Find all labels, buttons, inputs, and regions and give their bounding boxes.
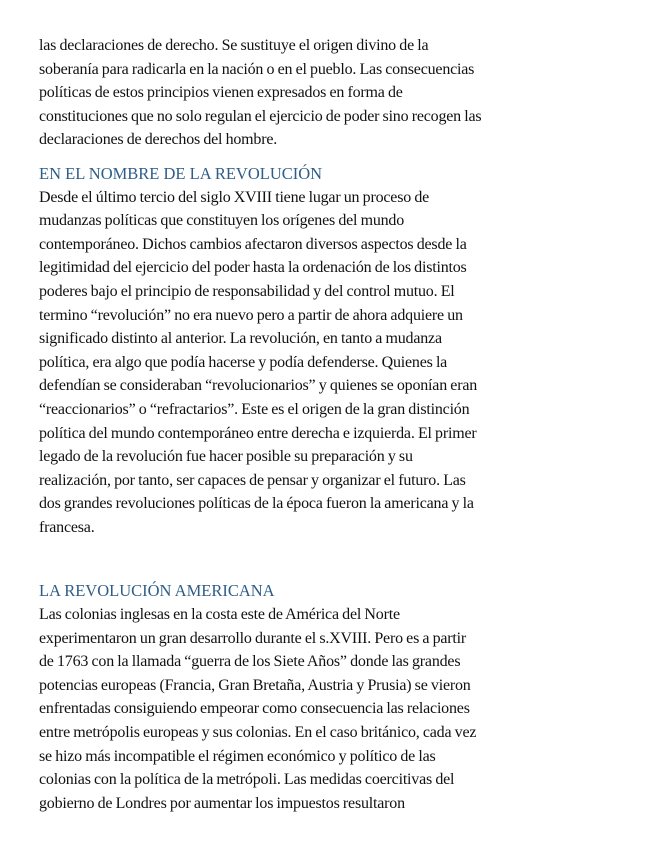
paragraph-line: dos grandes revoluciones políticas de la época fueron la americana y la xyxy=(39,495,474,513)
paragraph-line: políticas de estos principios vienen expresados en forma de xyxy=(39,84,403,102)
paragraph-line: enfrentadas consiguiendo empeorar como consecuencia las relaciones xyxy=(39,700,470,718)
paragraph-line: termino “revolución” no era nuevo pero a partir de ahora adquiere un xyxy=(39,306,463,324)
paragraph-line: declaraciones de derechos del hombre. xyxy=(39,131,278,149)
document-page xyxy=(39,34,629,815)
section-heading-revolucion-americana: LA REVOLUCIÓN AMERICANA xyxy=(39,581,275,601)
paragraph-line: contemporáneo. Dichos cambios afectaron diversos aspectos desde la xyxy=(39,235,467,253)
section-heading-revolucion: EN EL NOMBRE DE LA REVOLUCIÓN xyxy=(39,163,323,183)
section-paragraph-revolucion xyxy=(39,186,629,540)
paragraph-line: legado de la revolución fue hacer posible su preparación y su xyxy=(39,448,413,466)
intro-paragraph xyxy=(39,34,629,152)
paragraph-line: mudanzas políticas que constituyen los orígenes del mundo xyxy=(39,212,405,230)
paragraph-line: francesa. xyxy=(39,518,95,536)
paragraph-line: gobierno de Londres por aumentar los impuestos resultaron xyxy=(39,794,405,812)
paragraph-line: Desde el último tercio del siglo XVIII tiene lugar un proceso de xyxy=(39,188,430,206)
paragraph-line: entre metrópolis europeas y sus colonias. En el caso británico, cada vez xyxy=(39,724,477,742)
paragraph-line: poderes bajo el principio de responsabilidad y del control mutuo. El xyxy=(39,282,455,300)
paragraph-line: Las colonias inglesas en la costa este de América del Norte xyxy=(39,606,400,624)
paragraph-line: soberanía para radicarla en la nación o en el pueblo. Las consecuencias xyxy=(39,60,475,78)
paragraph-line: las declaraciones de derecho. Se sustituye el origen divino de la xyxy=(39,37,429,54)
paragraph-line: experimentaron un gran desarrollo durante el s.XVIII. Pero es a partir xyxy=(39,629,467,647)
paragraph-line: realización, por tanto, ser capaces de pensar y organizar el futuro. Las xyxy=(39,471,466,489)
paragraph-line: política del mundo contemporáneo entre derecha e izquierda. El primer xyxy=(39,424,477,442)
paragraph-line: se hizo más incompatible el régimen económico y político de las xyxy=(39,747,436,765)
paragraph-line: constituciones que no solo regulan el ejercicio de poder sino recogen las xyxy=(39,107,482,125)
paragraph-line: de 1763 con la llamada “guerra de los Siete Años” donde las grandes xyxy=(39,653,461,671)
paragraph-line: colonias con la política de la metrópoli. Las medidas coercitivas del xyxy=(39,771,455,789)
paragraph-line: política, era algo que podía hacerse y podía defenderse. Quienes la xyxy=(39,353,448,371)
section-paragraph-revolucion-americana xyxy=(39,603,629,815)
paragraph-line: significado distinto al anterior. La revolución, en tanto a mudanza xyxy=(39,330,442,348)
paragraph-line: “reaccionarios” o “refractarios”. Este es el origen de la gran distinción xyxy=(39,400,470,418)
paragraph-line: legitimidad del ejercicio del poder hasta la ordenación de los distintos xyxy=(39,259,467,277)
paragraph-line: potencias europeas (Francia, Gran Bretaña, Austria y Prusia) se vieron xyxy=(39,676,471,694)
paragraph-line: defendían se consideraban “revolucionarios” y quienes se oponían eran xyxy=(39,377,478,395)
